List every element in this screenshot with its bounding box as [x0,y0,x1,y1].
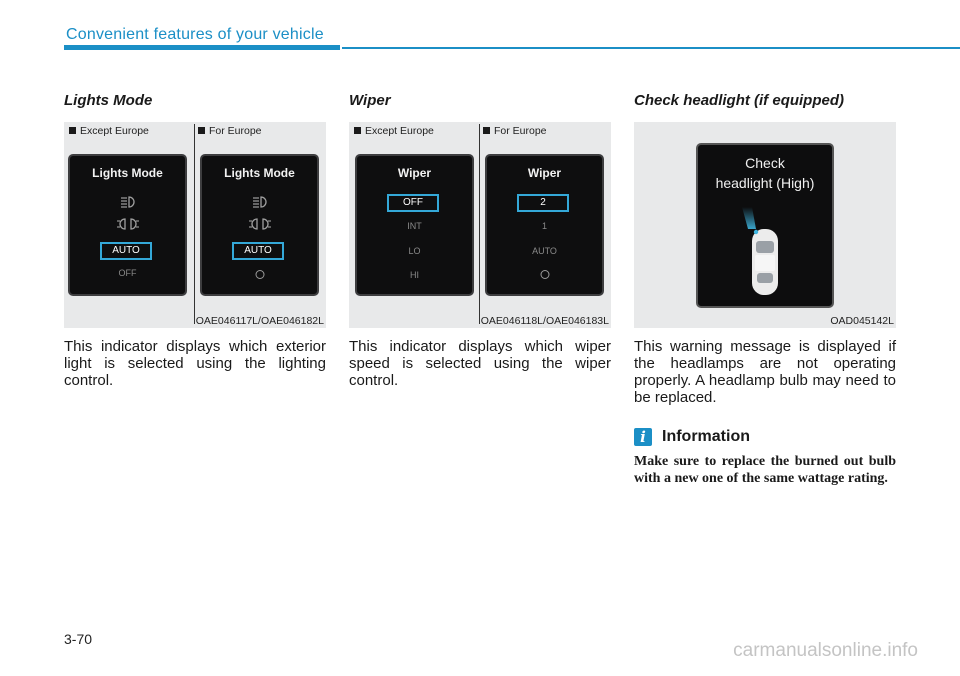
lights-screen-for-europe [200,154,319,296]
lights-mode-description: This indicator displays which exterior light is selected using the lighting control. [64,338,326,389]
figure-reference: OAE046117L/OAE046182L [195,315,324,327]
check-headlight-section [634,92,896,487]
wiper-screen-for-europe [485,154,604,296]
square-bullet-icon [69,127,76,134]
wiper-item: LO [408,246,421,256]
square-bullet-icon [198,127,205,134]
parking-light-icon [117,218,139,230]
headlight-warning-screen [696,143,834,308]
circle-off-icon [540,270,549,279]
check-headlight-figure [634,122,896,328]
selected-mode-box: AUTO [232,242,284,260]
figure-reference: OAE046118L/OAE046183L [480,315,609,327]
lights-mode-section [64,92,326,389]
page-number: 3-70 [64,631,93,647]
mode-item-off: OFF [118,268,137,278]
information-heading [634,428,896,446]
check-headlight-description: This warning message is displayed if the headlamps are not operating properly. A headlamp bulb may need to be replaced. [634,338,896,406]
information-title: Information [662,428,750,445]
label-for-europe: For Europe [198,125,262,137]
selected-wiper-box: 2 [517,194,569,212]
wiper-title: Wiper [349,92,391,109]
square-bullet-icon [354,127,361,134]
lights-mode-figure [64,122,326,328]
warning-line-1: Check [745,155,785,171]
watermark: carmanualsonline.info [733,640,918,661]
screen-title: Lights Mode [224,166,295,180]
header-rule-thick [64,45,340,50]
label-except-europe: Except Europe [354,125,434,137]
information-text: Make sure to replace the burned out bulb with a new one of the same wattage rating. [634,454,896,486]
circle-off-icon [255,270,264,279]
screen-title: Lights Mode [92,166,163,180]
wiper-section [349,92,611,389]
warning-line-2: headlight (High) [715,175,815,191]
header-rule-thin [342,47,960,49]
high-beam-icon [251,196,269,208]
figure-reference: OAD045142L [830,315,894,327]
check-headlight-title: Check headlight (if equipped) [634,92,845,109]
wiper-item: AUTO [532,246,557,256]
screen-title: Wiper [527,166,562,180]
screen-title: Wiper [397,166,432,180]
label-except-europe: Except Europe [69,125,149,137]
selected-mode-box: AUTO [100,242,152,260]
wiper-screen-except-europe [355,154,474,296]
parking-light-icon [249,218,271,230]
label-for-europe: For Europe [483,125,547,137]
high-beam-icon [119,196,137,208]
wiper-item: 1 [541,221,547,231]
figure-divider [479,124,480,324]
lights-mode-title: Lights Mode [64,92,153,109]
square-bullet-icon [483,127,490,134]
wiper-item: INT [407,221,422,231]
wiper-description: This indicator displays which wiper speed is selected using the wiper control. [349,338,611,389]
header-title: Convenient features of your vehicle [66,26,324,43]
wiper-item: HI [410,270,419,280]
figure-divider [194,124,195,324]
information-icon: i [634,428,652,446]
car-top-view-icon [740,207,792,303]
lights-screen-except-europe [68,154,187,296]
wiper-figure [349,122,611,328]
selected-wiper-box: OFF [387,194,439,212]
